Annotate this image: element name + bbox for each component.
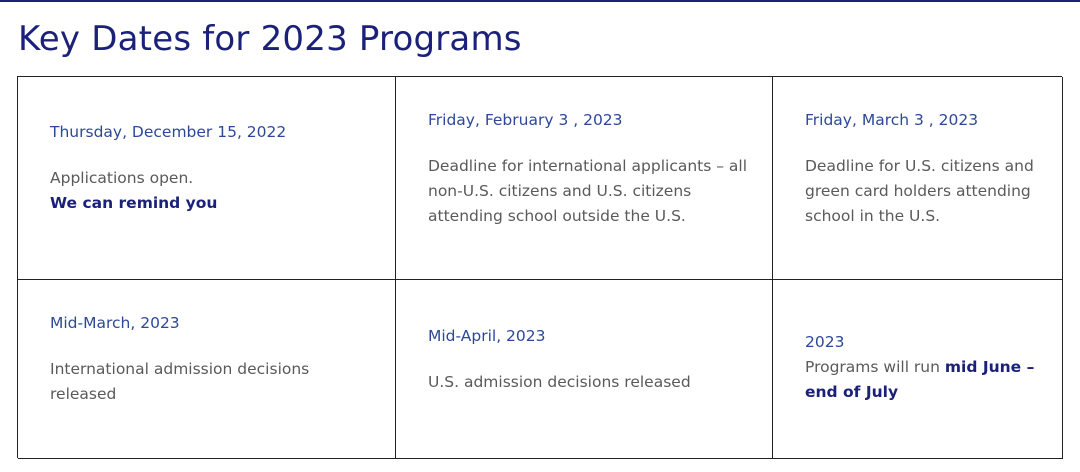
key-dates-table	[17, 76, 1062, 458]
date-cell-program-dates	[773, 280, 1063, 459]
date-cell-us-deadline	[773, 77, 1063, 280]
date-cell-international-deadline	[396, 77, 773, 280]
cell-date: Friday, February 3 , 2023	[428, 111, 623, 129]
cell-description	[805, 355, 1042, 405]
date-cell-applications-open	[18, 77, 396, 280]
cell-description: Deadline for international applicants – all non-U.S. citizens and U.S. citizens attending school outside the U.S.	[428, 157, 748, 225]
cell-date: 2023	[805, 333, 845, 351]
date-cell-us-decisions	[396, 280, 773, 459]
remind-me-link[interactable]: We can remind you	[50, 194, 218, 212]
cell-description: International admission decisions released	[50, 360, 310, 403]
date-cell-international-decisions	[18, 280, 396, 459]
cell-description: U.S. admission decisions released	[428, 373, 691, 391]
cell-description: Applications open.	[50, 169, 194, 187]
program-run-dates: mid June – end of July	[805, 358, 1035, 401]
cell-date: Friday, March 3 , 2023	[805, 111, 979, 129]
top-rule	[0, 0, 1080, 2]
cell-date: Thursday, December 15, 2022	[50, 123, 287, 141]
cell-date: Mid-April, 2023	[428, 327, 546, 345]
cell-date: Mid-March, 2023	[50, 314, 180, 332]
page-title: Key Dates for 2023 Programs	[18, 19, 522, 59]
cell-description: Deadline for U.S. citizens and green card holders attending school in the U.S.	[805, 157, 1034, 225]
program-run-prefix: Programs will run	[805, 358, 945, 376]
